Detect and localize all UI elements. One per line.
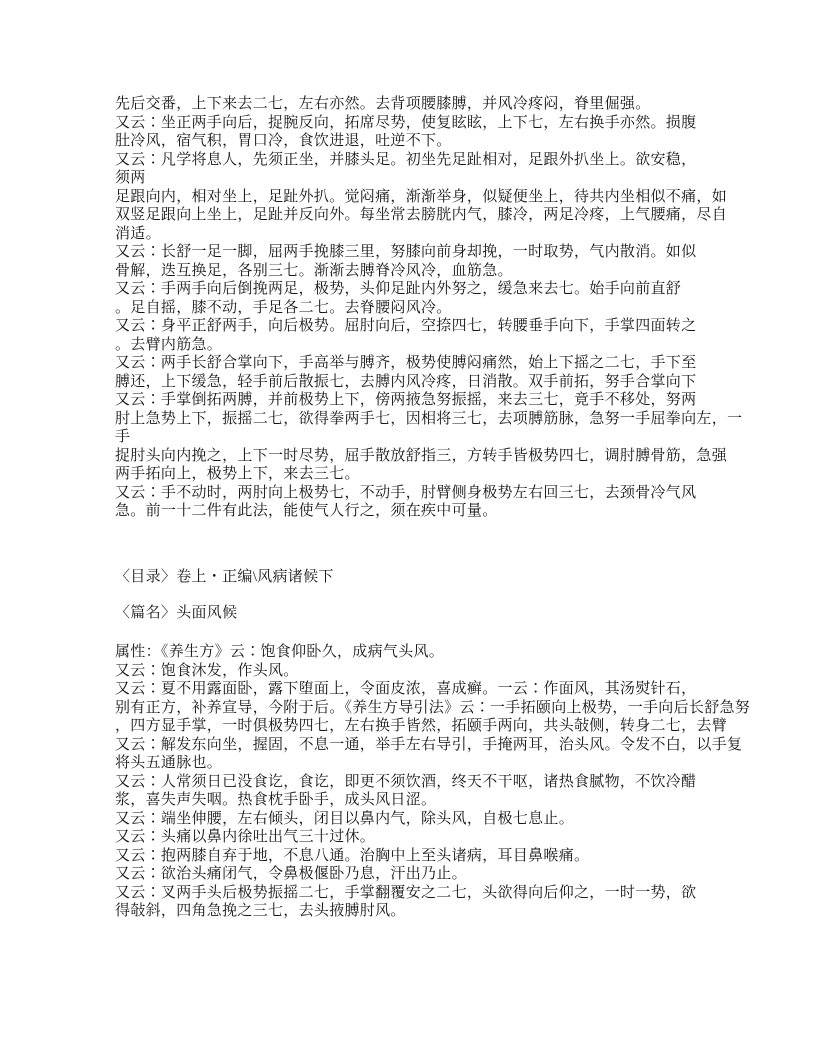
text-line: 先后交番，上下来去二七，左右亦然。去背项腰膝膊，并风冷疼闷，脊里倔强。 [115, 96, 651, 112]
text-line: 肘上急势上下，振摇二七，欲得拳两手七，因相将三七，去项膊筋脉，急努一手屈拳向左，一 [115, 410, 743, 427]
text-line: 消适。 [115, 225, 161, 242]
text-line: 须两 [115, 170, 146, 186]
text-line: ，四方显手掌，一时俱极势四七，左右换手皆然，拓颐手两向，共头敧侧，转身二七，去臂 [115, 718, 728, 734]
chapter-title-line: 〈篇名〉头面风候 [115, 605, 238, 621]
text-line: 又云∶凡学将息人，先须正坐，并膝头足。初坐先足趾相对，足跟外扒坐上。欲安稳， [115, 151, 697, 168]
text-line: 又云∶饱食沐发，作头风。 [115, 662, 299, 679]
text-line: 又云∶两手长舒合掌向下，手高举与膊齐，极势使膊闷痛然，始上下摇之二七，手下至 [115, 355, 697, 371]
text-line: 别有正方，补养宣导，今附于后。《养生方导引法》云∶一手拓颐向上极势，一手向后长舒急努 [115, 699, 751, 716]
text-line: 急。前一十二件有此法，能使气人行之，须在疾中可量。 [115, 503, 498, 519]
text-line: 浆，喜失声失咽。热食枕手卧手，成头风日涩。 [115, 792, 437, 808]
text-line: 手 [115, 429, 131, 445]
text-line: 又云∶端坐伸腰，左右倾头，闭目以鼻内气，除头风，自极七息止。 [115, 810, 575, 827]
text-line: 。去臂内筋急。 [115, 336, 223, 353]
text-line: 又云∶长舒一足一脚，屈两手挽膝三里，努膝向前身却挽，一时取势，气内散消。如似 [115, 244, 697, 260]
text-line: 又云∶夏不用露面卧，露下堕面上，令面皮浓，喜成癣。一云∶作面风，其汤熨针石， [115, 681, 697, 697]
text-line: 又云∶解发东向坐，握固，不息一通，举手左右导引，手掩两耳，治头风。令发不白，以手复 [115, 736, 743, 753]
text-line: 又云∶抱两膝自弃于地，不息八通。治胸中上至头诸病，耳目鼻喉痛。 [115, 847, 590, 864]
text-line: 又云∶手两手向后倒挽两足，极势，头仰足趾内外努之，缓急来去七。始手向前直舒 [115, 281, 682, 297]
text-line: 肚冷风，宿气积，胃口冷，食饮进退，吐逆不下。 [115, 133, 452, 149]
section-text-block [115, 643, 751, 921]
text-line: 捉肘头向内挽之，上下一时尽势，屈手散放舒指三，方转手皆极势四七，调肘膊骨筋，急强 [115, 447, 728, 464]
text-line: 属性：《养生方》云∶饱食仰卧久，成病气头风。 [115, 644, 445, 660]
text-line: 又云∶人常须日已没食讫，食讫，即更不须饮酒，终天不干呕，诸热食腻物，不饮冷醋 [115, 773, 697, 790]
text-line: 双竖足跟向上坐上，足趾并反向外。每坐常去膀胱内气，膝冷，两足冷疼，上气腰痛，尽自 [115, 207, 728, 223]
text-line: 又云∶手掌倒拓两膊，并前极势上下，傍两掖急努振摇，来去三七，竟手不移处，努两 [115, 392, 697, 408]
text-line: 又云∶坐正两手向后，捉腕反向，拓席尽势，使复眩眩，上下七，左右换手亦然。损腹 [115, 114, 697, 131]
text-line: 又云∶身平正舒两手，向后极势。屈肘向后，空捺四七，转腰垂手向下，手掌四面转之 [115, 318, 697, 334]
text-line: 。足自摇，膝不动，手足各二七。去脊腰闷风冷。 [115, 299, 452, 316]
text-line: 又云∶叉两手头后极势振摇二七，手掌翻覆安之二七，头欲得向后仰之，一时一势，欲 [115, 884, 697, 901]
text-line: 两手拓向上，极势上下，来去三七。 [115, 466, 360, 482]
text-line: 足跟向内，相对坐上，足趾外扒。觉闷痛，渐渐举身，似疑便坐上，待共内坐相似不痛，如 [115, 188, 728, 205]
text-line: 骨解，迭互换足，各别三七。渐渐去膊脊冷风冷，血筋急。 [115, 262, 513, 279]
text-line: 将头五通脉也。 [115, 755, 223, 771]
text-line: 得敧斜，四角急挽之三七，去头掖膊肘风。 [115, 903, 406, 919]
text-line: 又云∶手不动时，两肘向上极势七，不动手，肘臂侧身极势左右回三七，去颈骨冷气风 [115, 484, 697, 501]
text-line: 又云∶头痛以鼻内徐吐出气三十过休。 [115, 829, 376, 845]
text-line: 又云∶欲治头痛闭气，令鼻极偃卧乃息，汗出乃止。 [115, 866, 467, 882]
text-line: 膊还，上下缓急，轻手前后散振七，去膊内风冷疼，日消散。双手前拓，努手合掌向下 [115, 373, 697, 390]
body-text-block [115, 95, 743, 521]
toc-line: 〈目录〉卷上・正编\风病诸候下 [115, 569, 334, 585]
